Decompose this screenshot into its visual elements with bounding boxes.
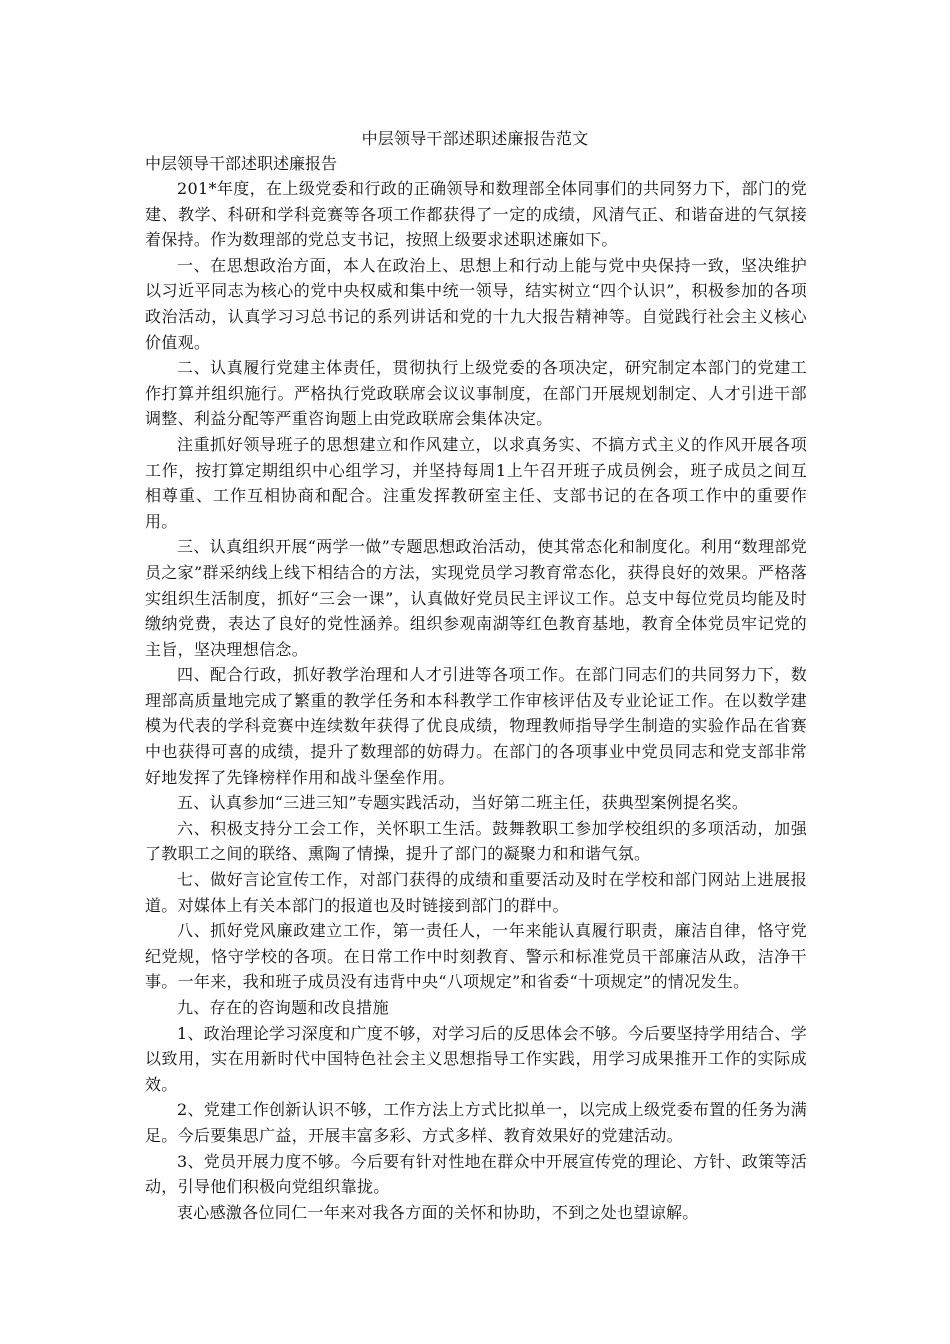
paragraph-issue-1: 1、政治理论学习深度和广度不够，对学习后的反思体会不够。今后要坚持学用结合、学以致用，实在用新时代中国特色社会主义思想指导工作实践，用学习成果推开工作的实际成效。 [145, 1023, 807, 1094]
paragraph-section-6: 六、积极支持分工会工作，关怀职工生活。鼓舞教职工参加学校组织的多项活动，加强了教职工之间的联络、熏陶了情操，提升了部门的凝聚力和和谐气氛。 [145, 818, 807, 864]
paragraph-intro: 201*年度，在上级党委和行政的正确领导和数理部全体同事们的共同努力下，部门的党建、教学、科研和学科竞赛等各项工作都获得了一定的成绩，风清气正、和谐奋进的气氛接着保持。作为数理部的党总支书记，按照上级要求述职述廉如下。 [145, 179, 807, 250]
paragraph-issue-2: 2、党建工作创新认识不够，工作方法上方式比拟单一，以完成上级党委布置的任务为满足。今后要集思广益，开展丰富多彩、方式多样、教育效果好的党建活动。 [145, 1100, 807, 1145]
document-subtitle: 中层领导干部述职述廉报告 [145, 154, 338, 173]
paragraph-section-2-cont: 注重抓好领导班子的思想建立和作风建立，以求真务实、不搞方式主义的作风开展各项工作，按打算定期组织中心组学习，并坚持每周1上午召开班子成员例会，班子成员之间互相尊重、工作互相协商和配合。注重发挥教研室主任、支部书记的在各项工作中的重要作用。 [145, 434, 807, 531]
document-title: 中层领导干部述职述廉报告范文 [361, 129, 589, 148]
paragraph-section-2: 二、认真履行党建主体责任，贯彻执行上级党委的各项决定，研究制定本部门的党建工作打算并组织施行。严格执行党政联席会议议事制度，在部门开展规划制定、人才引进干部调整、利益分配等严重咨询题上由党政联席会集体决定。 [145, 358, 807, 429]
paragraph-issue-3: 3、党员开展力度不够。今后要有针对性地在群众中开展宣传党的理论、方针、政策等活动，引导他们积极向党组织靠拢。 [145, 1151, 807, 1197]
paragraph-section-4: 四、配合行政，抓好教学治理和人才引进等各项工作。在部门同志们的共同努力下，数理部高质量地完成了繁重的教学任务和本科教学工作审核评估及专业论证工作。在以数学建模为代表的学科竞赛中连续数年获得了优良成绩，物理教师指导学生制造的实验作品在省赛中也获得可喜的成绩，提升了数理部的妨碍力。在部门的各项事业中党员同志和党支部非常好地发挥了先锋榜样作用和战斗堡垒作用。 [145, 665, 807, 787]
paragraph-section-3: 三、认真组织开展“两学一做”专题思想政治活动，使其常态化和制度化。利用“数理部党员之家”群采纳线上线下相结合的方法，实现党员学习教育常态化，获得良好的效果。严格落实组织生活制度，抓好“三会一课”，认真做好党员民主评议工作。总支中每位党员均能及时缴纳党费，表达了良好的党性涵养。组织参观南湖等红色教育基地，教育全体党员牢记党的主旨，坚决理想信念。 [145, 537, 807, 659]
paragraph-section-5: 五、认真参加“三进三知”专题实践活动，当好第二班主任，获典型案例提名奖。 [177, 793, 749, 813]
paragraph-section-8: 八、抓好党风廉政建立工作，第一责任人，一年来能认真履行职责，廉洁自律，恪守党纪党规，恪守学校的各项。在日常工作中时刻教育、警示和标准党员干部廉洁从政，洁净干事。一年来，我和班子成员没有违背中央“八项规定”和省委“十项规定”的情况发生。 [145, 921, 807, 992]
paragraph-closing: 衷心感激各位同仁一年来对我各方面的关怀和协助，不到之处也望谅解。 [177, 1202, 699, 1222]
paragraph-section-7: 七、做好言论宣传工作，对部门获得的成绩和重要活动及时在学校和部门网站上进展报道。对媒体上有关本部门的报道也及时链接到部门的群中。 [145, 870, 807, 915]
document-body [145, 176, 807, 1225]
paragraph-section-1: 一、在思想政治方面，本人在政治上、思想上和行动上能与党中央保持一致，坚决维护以习近平同志为核心的党中央权威和集中统一领导，结实树立“四个认识”，积极参加的各项政治活动，认真学习习总书记的系列讲话和党的十九大报告精神等。自觉践行社会主义核心价值观。 [145, 255, 807, 352]
paragraph-section-9-heading: 九、存在的咨询题和改良措施 [177, 998, 389, 1017]
